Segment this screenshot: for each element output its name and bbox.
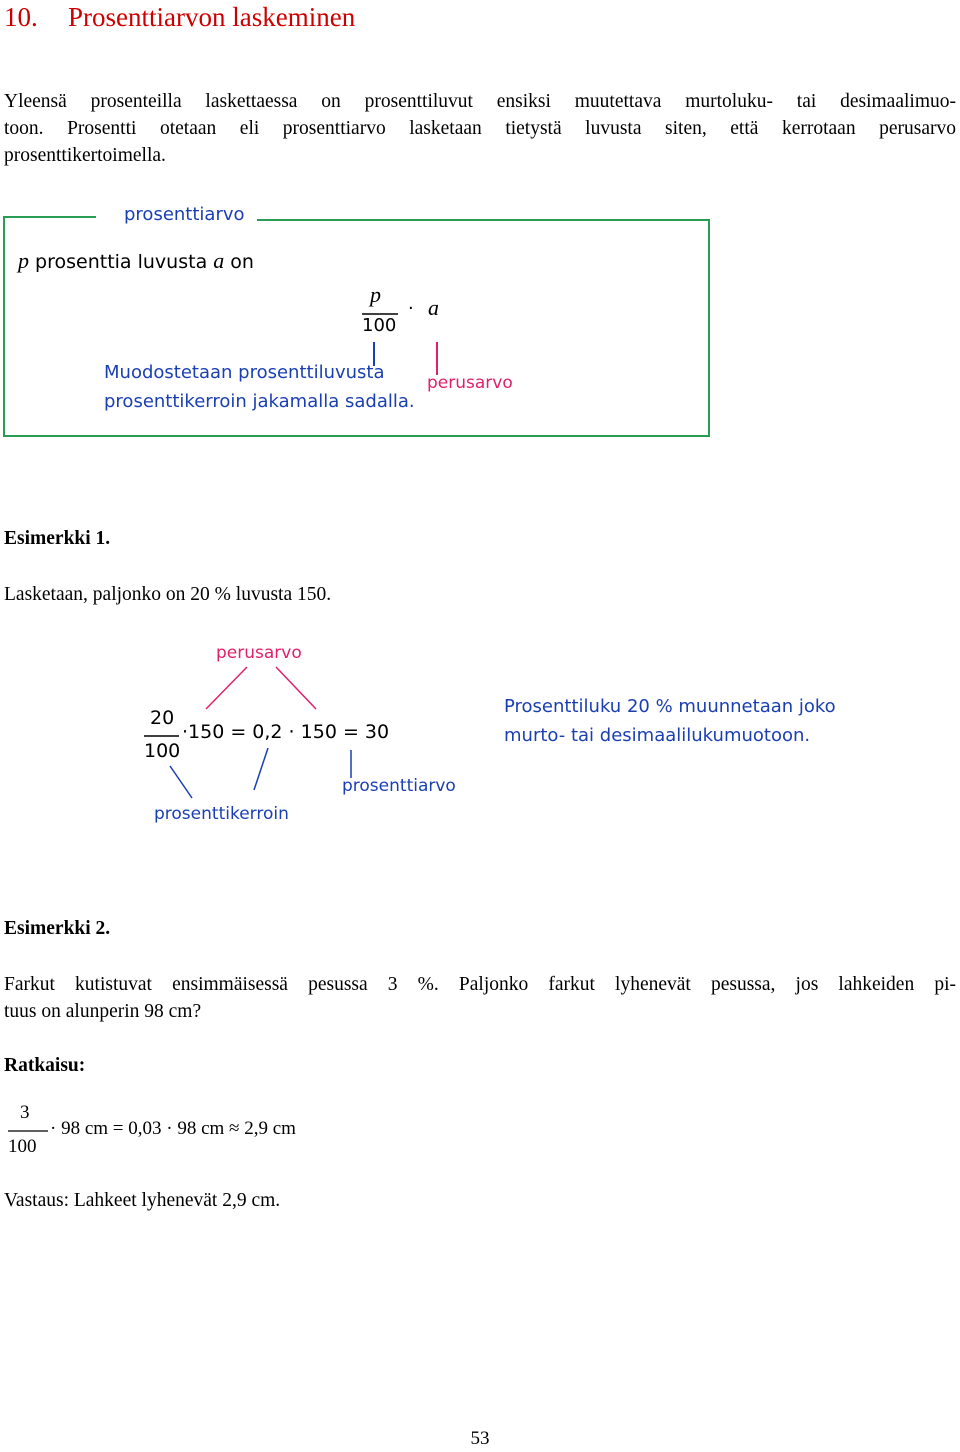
page-number: 53 [470, 1428, 490, 1449]
fraction-denominator-100-ex1: 100 [144, 740, 181, 762]
formula-phrase-mid: prosenttia luvusta [29, 251, 214, 273]
factor-a: a [428, 295, 439, 320]
example-2-question-line-2: tuus on alunperin 98 cm? [4, 1001, 202, 1022]
multiply-dot: · [408, 298, 414, 319]
section-number: 10. [4, 2, 38, 32]
section-heading [4, 2, 355, 33]
intro-line-1: Yleensä prosenteilla laskettaessa on prosenttiluvut ensiksi muutettava murtoluku- tai desimaalimuo- [4, 91, 956, 112]
formula-phrase-end: on [224, 251, 254, 273]
note-line-2: prosenttikerroin jakamalla sadalla. [104, 391, 415, 412]
example-2-expression: · 98 cm = 0,03 · 98 cm ≈ 2,9 cm [50, 1118, 296, 1139]
example-1-question: Lasketaan, paljonko on 20 % luvusta 150. [4, 584, 332, 605]
solution-label: Ratkaisu: [4, 1055, 86, 1076]
example-2-calculation [0, 1098, 400, 1168]
example-1-note-line-1: Prosenttiluku 20 % muunnetaan joko [504, 696, 836, 717]
variable-p: p [18, 248, 29, 273]
intro-paragraph [4, 88, 956, 169]
answer-text: Vastaus: Lahkeet lyhenevät 2,9 cm. [4, 1190, 281, 1211]
variable-a: a [213, 248, 225, 273]
example-1-diagram [130, 640, 850, 840]
fraction-numerator-20: 20 [150, 707, 175, 729]
base-value-label: perusarvo [427, 373, 513, 393]
percentage-value-label-ex1: prosenttiarvo [342, 776, 456, 796]
box-title-percentage-value: prosenttiarvo [124, 204, 245, 225]
example-2-title: Esimerkki 2. [4, 918, 111, 939]
fraction-numerator-3: 3 [20, 1102, 30, 1123]
fraction-denominator-100-ex2: 100 [8, 1136, 37, 1157]
example-2-question-line-1: Farkut kutistuvat ensimmäisessä pesussa 3 %. Paljonko farkut lyhenevät pesussa, jos lahkeiden pi- [4, 974, 956, 995]
percentage-factor-label: prosenttikerroin [154, 804, 289, 824]
example-1-title: Esimerkki 1. [4, 528, 111, 549]
fraction-denominator-100: 100 [362, 315, 397, 336]
note-line-1: Muodostetaan prosenttiluvusta [104, 362, 385, 383]
intro-line-3: prosenttikertoimella. [4, 145, 166, 166]
example-1-expression: ·150 = 0,2 · 150 = 30 [182, 721, 390, 743]
section-title: Prosenttiarvon laskeminen [68, 2, 356, 32]
intro-line-2: toon. Prosentti otetaan eli prosenttiarvo lasketaan tietystä luvusta siten, että kerrotaan perusarvo [4, 118, 956, 139]
example-1-note-line-2: murto- tai desimaalilukumuotoon. [504, 725, 811, 746]
formula-sentence [18, 248, 254, 274]
percentage-formula-diagram [0, 200, 720, 445]
fraction-numerator-p: p [370, 282, 381, 307]
base-value-label-ex1: perusarvo [216, 643, 302, 663]
example-2-question [4, 971, 956, 1025]
